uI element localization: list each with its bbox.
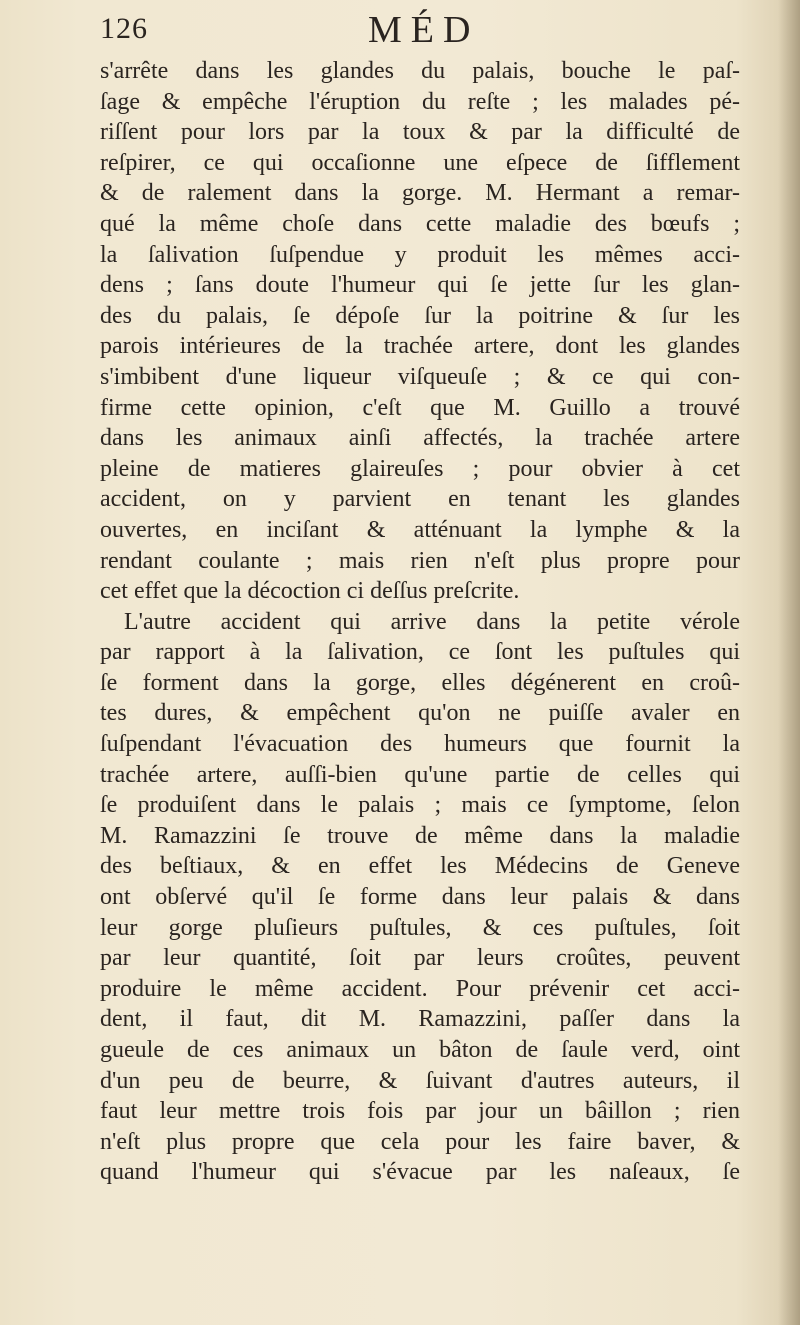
text-line: s'imbibent d'une liqueur viſqueuſe ; & ce qui con- xyxy=(100,363,740,390)
text-line: faut leur mettre trois fois par jour un bâillon ; rien xyxy=(100,1098,740,1125)
text-line: firme cette opinion, c'eſt que M. Guillo a trouvé xyxy=(100,394,740,421)
text-line: quand l'humeur qui s'évacue par les naſeaux, ſe xyxy=(100,1159,740,1186)
text-line: riſſent pour lors par la toux & par la difficulté de xyxy=(100,119,740,146)
page-edge-shadow xyxy=(778,0,800,1325)
text-line: d'un peu de beurre, & ſuivant d'autres auteurs, il xyxy=(100,1067,740,1094)
text-line: ſe forment dans la gorge, elles dégénerent en croû- xyxy=(100,669,740,696)
text-line: n'eſt plus propre que cela pour les faire baver, & xyxy=(100,1128,740,1155)
text-line: accident, on y parvient en tenant les glandes xyxy=(100,486,740,513)
text-line: cet effet que la décoction ci deſſus preſcrite. xyxy=(100,578,520,605)
text-line: ſuſpendant l'évacuation des humeurs que fournit la xyxy=(100,731,740,758)
text-line: par leur quantité, ſoit par leurs croûtes, peuvent xyxy=(100,945,740,972)
text-line: ont obſervé qu'il ſe forme dans leur palais & dans xyxy=(100,884,740,911)
text-line: rendant coulante ; mais rien n'eſt plus propre pour xyxy=(100,547,740,574)
text-line: L'autre accident qui arrive dans la petite vérole xyxy=(124,608,740,635)
paragraph-1 xyxy=(100,56,740,607)
page-number: 126 xyxy=(100,12,148,45)
text-line: tes dures, & empêchent qu'on ne puiſſe avaler en xyxy=(100,700,740,727)
text-line: leur gorge pluſieurs puſtules, & ces puſtules, ſoit xyxy=(100,914,740,941)
text-line: la ſalivation ſuſpendue y produit les mêmes acci- xyxy=(100,241,740,268)
text-line: qué la même choſe dans cette maladie des bœufs ; xyxy=(100,210,740,237)
text-line: pleine de matieres glaireuſes ; pour obvier à cet xyxy=(100,455,740,482)
text-line: gueule de ces animaux un bâton de ſaule verd, oint xyxy=(100,1037,740,1063)
text-line: par rapport à la ſalivation, ce ſont les puſtules qui xyxy=(100,639,740,666)
page-header xyxy=(100,8,740,54)
text-line: ſage & empêche l'éruption du reſte ; les malades pé- xyxy=(100,88,740,115)
text-line: & de ralement dans la gorge. M. Hermant a remar- xyxy=(100,180,740,207)
text-line: ouvertes, en inciſant & atténuant la lymphe & la xyxy=(100,516,740,543)
text-line: produire le même accident. Pour prévenir cet acci- xyxy=(100,975,740,1002)
text-line: dent, il faut, dit M. Ramazzini, paſſer dans la xyxy=(100,1006,740,1033)
text-line: reſpirer, ce qui occaſionne une eſpece de ſifflement xyxy=(100,149,740,176)
text-line: parois intérieures de la trachée artere, dont les glandes xyxy=(100,333,740,360)
running-head: MÉD xyxy=(368,9,480,51)
text-line: des beſtiaux, & en effet les Médecins de Geneve xyxy=(100,853,740,880)
text-line: trachée artere, auſſi-bien qu'une partie de celles qui xyxy=(100,761,740,788)
text-line: dens ; ſans doute l'humeur qui ſe jette ſur les glan- xyxy=(100,272,740,299)
text-line: ſe produiſent dans le palais ; mais ce ſymptome, ſelon xyxy=(100,792,740,819)
body-text xyxy=(100,56,740,1188)
text-line: M. Ramazzini ſe trouve de même dans la maladie xyxy=(100,822,740,849)
paragraph-2 xyxy=(100,607,740,1188)
text-line: s'arrête dans les glandes du palais, bouche le paſ- xyxy=(100,58,740,84)
text-line: des du palais, ſe dépoſe ſur la poitrine & ſur les xyxy=(100,302,740,329)
text-line: dans les animaux ainſi affectés, la trachée artere xyxy=(100,425,740,452)
